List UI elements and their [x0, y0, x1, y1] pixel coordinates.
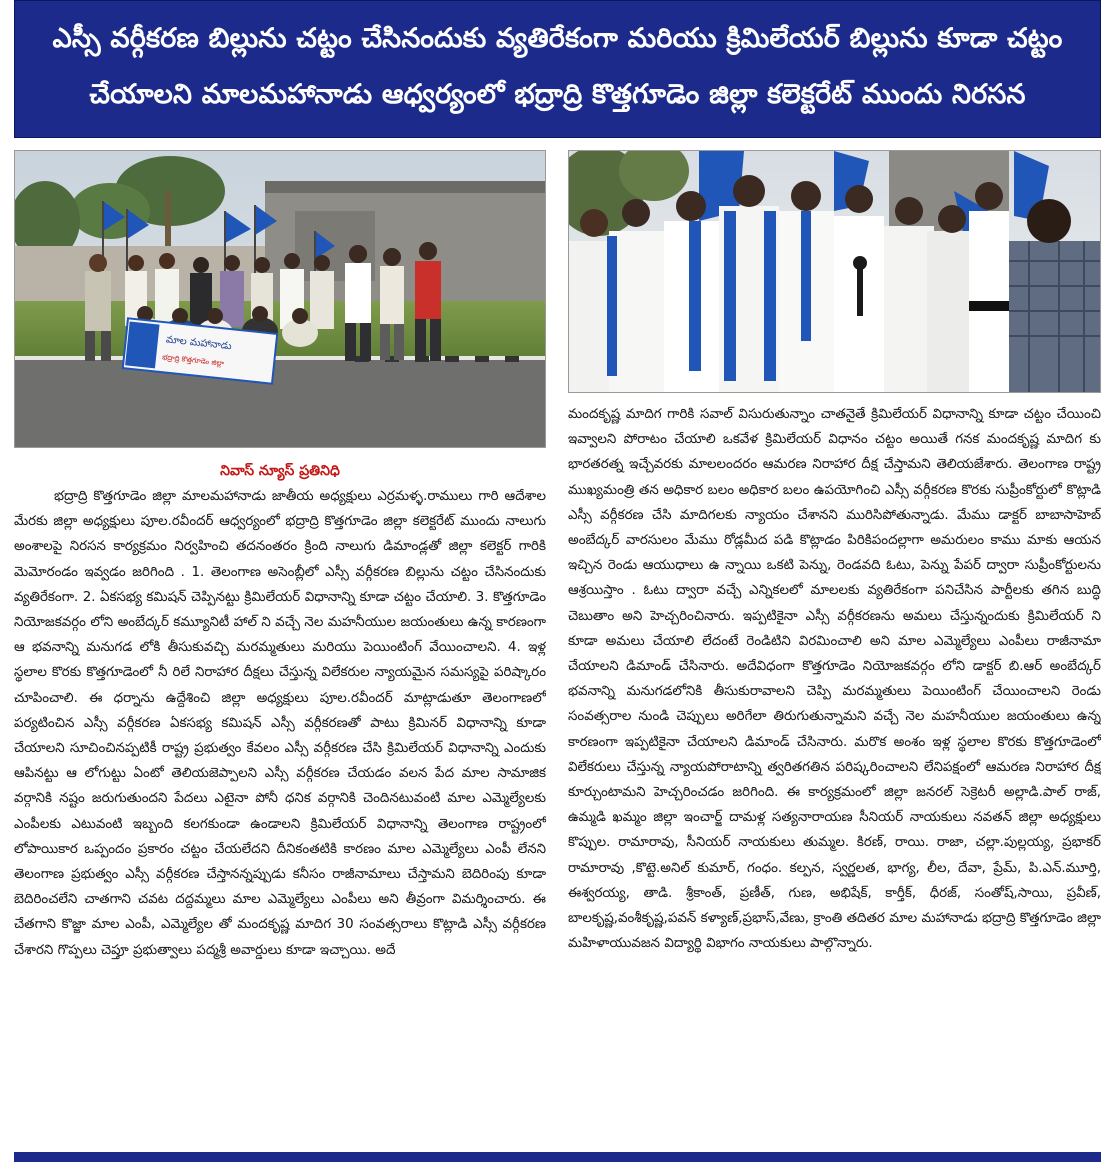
article-column-right: మందకృష్ణ మాదిగ గారికి సవాల్ విసురుతున్నాం చాతనైతే క్రిమిలేయర్ విధానాన్ని కూడా చట్టం చేయించి ఇవ్వాలని పోరాటం చేయాలి ఒకవేళ క్రిమిలేయర్ విధానం చట్టం అయితే గనక మందకృష్ణ మాదిగ కు భారతరత్న ఇచ్చేవరకు మాలలందరం ఆమరణ నిరాహార దీక్ష చేస్తామని తెలియజేశారు. తెలంగాణ రాష్ట్ర ముఖ్యమంత్రి తన అధికార బలం అధికార బలం ఉపయోగించి ఎస్సీ వర్గీకరణ కొరకు సుప్రీంకోర్టులో కొట్లాడి ఎస్సీ వర్గీకరణ చేసి మాదిగలకు న్యాయం చేశానని మురిసిపోతున్నాడు. మేము డాక్టర్ బాబాసాహెబ్ అంబేద్కర్ వారసులం మేము రోడ్లమీద పడి కొట్లాడం పిరికిపందల్లాగా అమరులం కాము మాకు ఆయన ఇచ్చిన రెండు ఆయుధాలు ఉ న్నాయి ఒకటి పెన్ను, రెండవది ఓటు, పెన్ను పేపర్ ద్వారా సుప్రీంకోర్టులను ఆశ్రయిస్తాం . ఓటు ద్వారా వచ్చే ఎన్నికలలో మాలలకు వ్యతిరేకంగా పనిచేసిన పార్టీలకు తగిన బుద్ధి చెబుతాం అని హెచ్చరించినారు. ఇప్పటికైనా ఎస్సీ వర్గీకరణను అమలు చేస్తున్నందుకు క్రిమిలేయర్ ని కూడా అమలు చేయాలి లేదంటే రెండిటిని విరమించాలి అని మాల ఎమ్మెల్యేలు ఎంపీలు రాజీనామా చేయాలని డిమాండ్ చేసినారు. అదేవిధంగా కొత్తగూడెం నియోజకవర్గం లోని డాక్టర్ బి.ఆర్ అంబేద్కర్ భవనాన్ని మనుగడలోనికి తీసుకురావాలని చెప్పి మరమ్మతులు పెయింటింగ్ చేయించాలని రెండు సంవత్సరాల నుండి చెప్పులు అరిగేలా తిరుగుతున్నామని వచ్చే నెల మహనీయుల జయంతులు ఉన్న కారణంగా ఇప్పటికైనా చేయాలని డిమాండ్ చేసినారు. మరొక అంశం ఇళ్ల స్థలాల కొరకు కొత్తగూడెంలో విలేకరులు చేస్తున్న న్యాయపోరాటాన్ని త్వరితగతిన పరిష్కరించాలని లేనిపక్షంలో ఆమరణ నిరాహార దీక్ష కూర్చుంటామని హెచ్చరించడం జరిగింది. ఈ కార్యక్రమంలో జిల్లా జనరల్ సెక్రెటరీ అల్లాడి.పాల్ రాజ్, ఉమ్మడి ఖమ్మం జిల్లా ఇంచార్జ్ దామళ్ల సత్యనారాయణ సీనియర్ నాయకులు నవతన్ జిల్లా అధ్యక్షులు కొప్పుల. రామారావు, సీనియర్ నాయకులు తుమ్మల. కిరణ్, రాయి. రాజా, చల్లా.పుల్లయ్య, ప్రభాకర్ రామారావు ,కొట్టె.అనిల్ కుమార్, గంధం. కల్పన, స్వర్ణలత, భాగ్య, లీల, దేవా, ప్రేమ్, పి.ఎన్.మూర్తి, ఈశ్వరయ్య, తాడి. శ్రీకాంత్, ప్రణీత్, గుణ, అభిషేక్, కార్తీక్, ధీరజ్, సంతోష్,సాయి, ప్రవీణ్, బాలకృష్ణ,వంశీకృష్ణ,పవన్ కళ్యాణ్,ప్రభాస్,వేణు, క్రాంతి తదితర మాల మహానాడు భద్రాద్రి కొత్తగూడెం జిల్లా మహిళాయువజన విద్యార్థి విభాగం నాయకులు పాల్గొన్నారు.: [568, 407, 1101, 952]
bottom-rule: [14, 1152, 1101, 1162]
byline: నివాస్ న్యూస్ ప్రతినిధి: [220, 463, 340, 479]
banner-text: మాల మహానాడు: [165, 334, 233, 353]
banner-subtext: భద్రాద్రి కొత్తగూడెం జిల్లా: [161, 353, 225, 368]
headline-line-2: చేయాలని మాలమహానాడు ఆధ్వర్యంలో భద్రాద్రి కొత్తగూడెం జిల్లా కలెక్టరేట్ ముందు నిరసన: [89, 79, 1026, 110]
protest-photo-left: [14, 150, 546, 448]
headline-line-1: ఎస్సీ వర్గీకరణ బిల్లును చట్టం చేసినందుకు వ్యతిరేకంగా మరియు క్రిమిలేయర్ బిల్లును కూడా చట్టం: [52, 23, 1063, 54]
headline-banner: [14, 0, 1101, 138]
article-column-left: భద్రాద్రి కొత్తగూడెం జిల్లా మాలమహానాడు జాతీయ అధ్యక్షులు ఎర్రమళ్ళ.రాములు గారి ఆదేశాల మేరకు జిల్లా అధ్యక్షులు పూల.రవీందర్ ఆధ్వర్యంలో భద్రాద్రి కొత్తగూడెం జిల్లా కలెక్టరేట్ ముందు నాలుగు అంశాలపై నిరసన కార్యక్రమం నిర్వహించి తదనంతరం క్రింది నాలుగు డిమాండ్లతో జిల్లా కలెక్టర్ గారికి మెమోరండం ఇవ్వడం జరిగింది . 1. తెలంగాణ అసెంబ్లీలో ఎస్సీ వర్గీకరణ బిల్లును చట్టం చేసినందుకు వ్యతిరేకంగా. 2. ఏకసభ్య కమిషన్ చెప్పినట్టు క్రిమిలేయర్ విధానాన్ని కూడా చట్టం చేయాలి. 3. కొత్తగూడెం నియోజకవర్గం లోని అంబేద్కర్ కమ్యూనిటీ హాల్ ని వచ్చే నెల మహనీయుల జయంతులు ఉన్న కారణంగా ఆ భవనాన్ని మనుగడ లోకి తీసుకువచ్చి మరమ్మతులు మరియు పెయింటింగ్ వేయించాలని. 4. ఇళ్ల స్థలాల కొరకు కొత్తగూడెంలో నీ రిలే నిరాహార దీక్షలు చేస్తున్న విలేకరుల న్యాయమైన సమస్యపై పరిష్కారం చూపించాలి. ఈ ధర్నాను ఉద్దేశించి జిల్లా అధ్యక్షులు పూల.రవీందర్ మాట్లాడుతూ తెలంగాణలో పర్యటించిన ఎస్సీ వర్గీకరణ ఏకసభ్య కమిషన్ ఎస్సీ వర్గీకరణతో పాటు క్రిమినర్ విధానాన్ని కూడా చేయాలని సూచించినప్పటికీ రాష్ట్ర ప్రభుత్వం కేవలం ఎస్సీ వర్గీకరణ చేసి క్రిమిలేయర్ విధానాన్ని ఎందుకు ఆపినట్టు ఆ లోగుట్టు ఏంటో తెలియజెప్పాలని ఎస్సీ వర్గీకరణ చేయడం వలన పేద మాల సామాజిక వర్గానికి నష్టం జరుగుతుందని పేదలు ఎటైనా పోనీ ధనిక వర్గానికి చెందినటువంటి మాల ఎమ్మెల్యేలకు ఎంపీలకు ఎటువంటి ఇబ్బంది కలగకుండా ఉండాలని క్రిమిలేయర్ విధానాన్ని తెలంగాణ రాష్ట్రంలో లోపాయికార ఒప్పందం ప్రకారం చట్టం చేయలేదని దీనికంతటికి కారణం మాల ఎమ్మెల్యేలు ఎంపీ లేనని తెలంగాణ ప్రభుత్వం ఎస్సీ వర్గీకరణ చేస్తానన్నప్పుడు కనీసం రాజీనామాలు చేస్తామని బెదిరింపు కూడా బెదిరించలేని చాతగాని చవట దద్దమ్మలు మాల ఎమ్మెల్యేలు ఎంపీలు అని తీవ్రంగా విమర్శించారు. ఈ చేతగాని కొజ్జా మాల ఎంపీ, ఎమ్మెల్యేల తో మందకృష్ణ మాదిగ 30 సంవత్సరాలు కొట్లాడి ఎస్సీ వర్గీకరణ చేశారని గొప్పలు చెప్తూ ప్రభుత్వాలు పద్మశ్రీ అవార్డులు కూడా ఇచ్చాయి. అదే: [14, 489, 546, 958]
protest-photo-right: [568, 150, 1101, 393]
